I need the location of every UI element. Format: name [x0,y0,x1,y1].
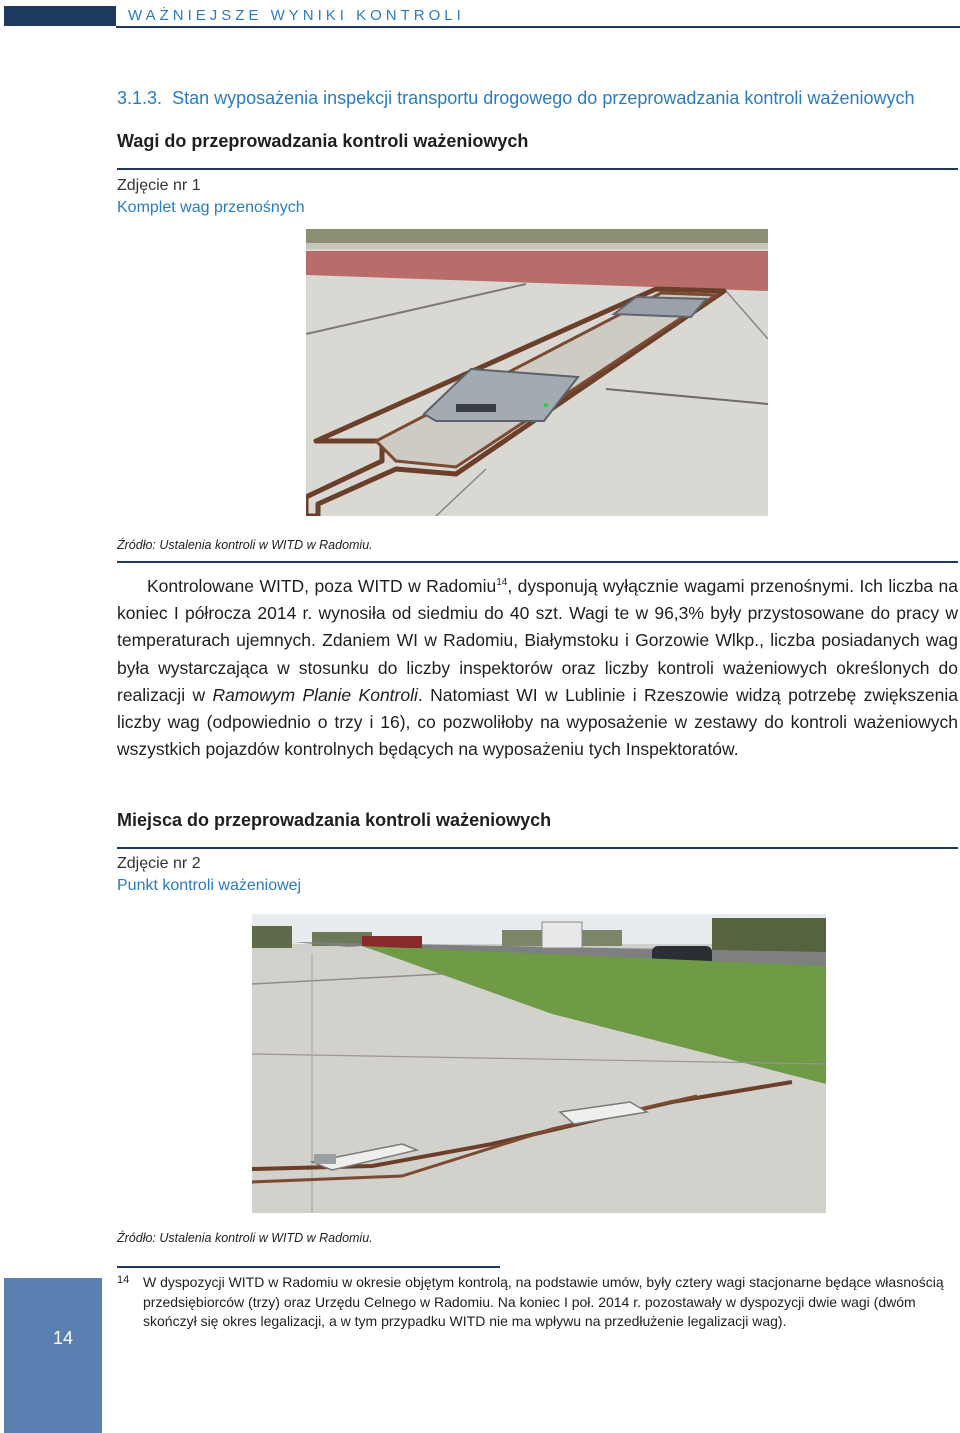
section-title: Stan wyposażenia inspekcji transportu drogowego do przeprowadzania kontroli ważeniowych [172,88,915,108]
photo1-caption: Komplet wag przenośnych [117,199,305,216]
page-number-box [4,1278,102,1433]
source-rule [117,561,958,563]
header-rule [116,26,960,28]
photo2-source: Źródło: Ustalenia kontroli w WITD w Radomiu. [117,1231,373,1245]
header-bar [4,6,116,26]
footnote-text: W dyspozycji WITD w Radomiu w okresie objętym kontrolą, na podstawie umów, były cztery wagi stacjonarne będące własnością przedsiębiorców (trzy) oraz Urzędu Celnego w Radomiu. Na koniec I poł. 2014 r. pozostawały w dyspozycji dwie wagi (dwóm skończył się okres legalizacji, a w tym przypadku WITD nie ma wpływu na przedłużenie legalizacji wag). [143,1274,944,1329]
subsection-title-scales: Wagi do przeprowadzania kontroli ważeniowych [117,131,529,151]
photo-portable-scales [306,229,768,516]
subsection-title-places: Miejsca do przeprowadzania kontroli ważeniowych [117,810,552,830]
body-paragraph: Kontrolowane WITD, poza WITD w Radomiu$^{14}$, dysponują wyłącznie wagami przenośnymi. Ich liczba na koniec I półrocza 2014 r. wynosiła od siedmiu do 40 szt. Wagi te w 96,3% były przystosowane do pracy w temperaturach ujemnych. Zdaniem WI w Radomiu, Białymstoku i Gorzowie Wlkp., liczba posiadanych wag była wystarczająca w stosunku do liczby inspektorów oraz liczby kontroli ważeniowych określonych do realizacji w Ramowym Planie Kontroli. Natomiast WI w Lublinie i Rzeszowie widzą potrzebę zwiększenia liczby wag (odpowiednio o trzy i 16), co pozwoliłoby na wyposażenie w zestawy do kontroli ważeniowych wszystkich pojazdów kontrolnych będących na wyposażeniu tych Inspektoratów. [117,576,958,760]
photo1-number: Zdjęcie nr 1 [117,177,201,194]
section-number: 3.1.3. [117,88,163,108]
photo1-source: Źródło: Ustalenia kontroli w WITD w Radomiu. [117,538,373,552]
section-heading [117,88,914,109]
subsection-rule [117,847,958,849]
subsection-rule [117,168,958,170]
photo2-number: Zdjęcie nr 2 [117,855,201,872]
footnote-ref: 14 [496,577,508,589]
photo-weighing-point [252,914,826,1213]
footnote-number: 14 [117,1274,130,1286]
photo2-caption: Punkt kontroli ważeniowej [117,877,302,894]
running-title: WAŻNIEJSZE WYNIKI KONTROLI [128,7,465,24]
footnote-rule [117,1266,500,1268]
page-number: 14 [52,1328,74,1348]
